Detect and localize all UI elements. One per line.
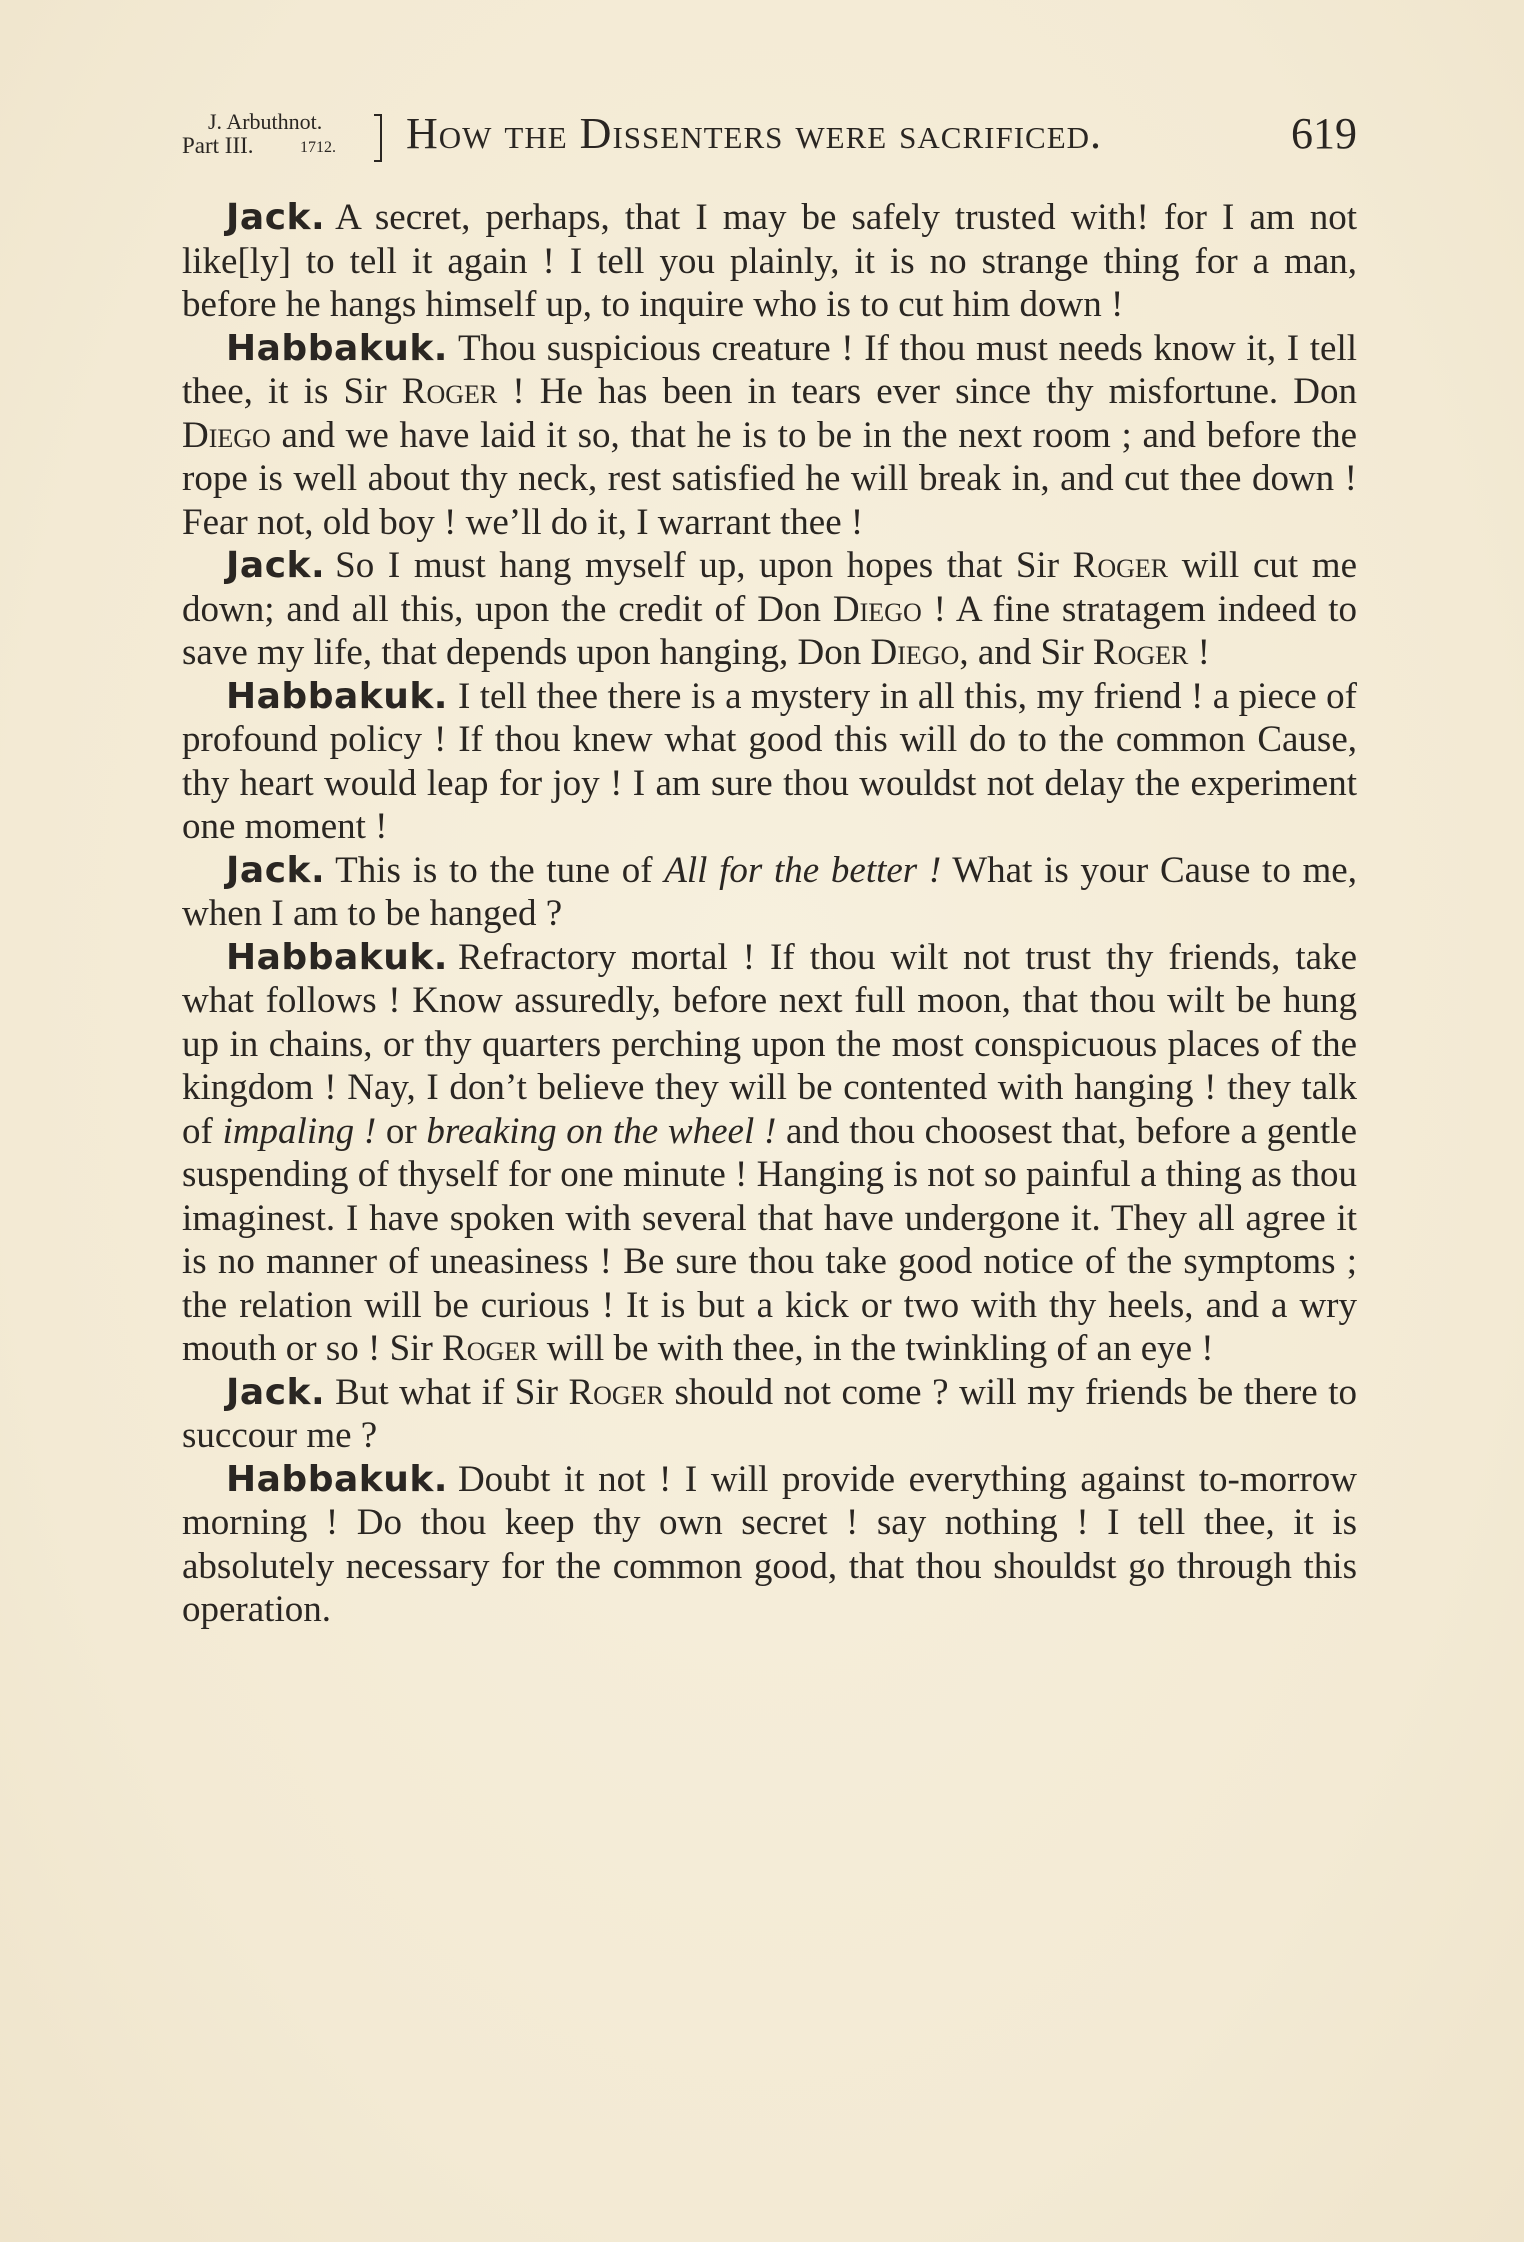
speaker-name: Habbakuk. — [226, 936, 448, 978]
speech-paragraph — [182, 849, 1357, 936]
speech-paragraph — [182, 327, 1357, 545]
small-caps-name: Roger — [1092, 632, 1189, 673]
speech-text: But what if Sir — [335, 1371, 569, 1413]
speech-text: Doubt it not ! I will provide everything against to-morrow morning ! Do thou keep thy own secret ! say nothing ! I tell thee, it is absolutely necessary for the common good, that thou shouldst go through this operation. — [182, 1458, 1357, 1630]
attribution-block — [182, 108, 392, 164]
speaker-name: Jack. — [226, 545, 326, 586]
running-head — [182, 104, 1357, 174]
speech-paragraph — [182, 544, 1357, 675]
page-number: 619 — [1291, 109, 1357, 158]
speech-paragraph — [182, 1458, 1357, 1632]
running-head-title: How the Dissenters were sacrificed. — [406, 109, 1103, 158]
italic-phrase: impaling ! — [222, 1110, 377, 1152]
small-caps-name: Roger — [442, 1328, 538, 1369]
small-caps-name: Roger — [401, 371, 498, 412]
attribution-year: 1712. — [300, 139, 336, 156]
italic-phrase: breaking on the wheel ! — [426, 1110, 777, 1152]
speech-text: I tell thee there is a mystery in all this, my friend ! a piece of profound policy ! If thou knew what good this will do to the common Cause, thy heart would leap for joy ! I am sure thou wouldst not delay the experiment one moment ! — [182, 675, 1357, 847]
speech-text: should not come ? will my friends be there to succour me ? — [182, 1371, 1357, 1456]
speech-text: What is your Cause to me, when I am to be hanged ? — [182, 849, 1357, 934]
small-caps-name: Roger — [1072, 545, 1169, 586]
speech-text: ! A fine stratagem indeed to save my life, that depends upon hanging, Don — [182, 588, 1357, 673]
speech-text: will cut me down; and all this, upon the credit of Don — [182, 545, 1357, 630]
speech-text: So I must hang myself up, upon hopes that Sir — [335, 545, 1073, 586]
speech-paragraph — [182, 196, 1357, 327]
speech-paragraph — [182, 936, 1357, 1371]
speech-text: ! He has been in tears ever since thy misfortune. Don — [497, 371, 1358, 412]
speech-text: and thou choosest that, before a gentle suspending of thyself for one minute ! Hanging is not so painful a thing as thou imaginest. I have spoken with several that have undergone it. They all agree it is no manner of uneasiness ! Be sure thou take good notice of the symptoms ; the relation will be curious ! It is but a kick or two with thy heels, and a wry mouth or so ! Sir — [182, 1110, 1357, 1369]
speech-text: will be with thee, in the twinkling of an eye ! — [537, 1328, 1214, 1369]
speech-paragraph — [182, 1371, 1357, 1458]
speech-text: This is to the tune of — [335, 849, 665, 891]
speech-text: or — [376, 1110, 427, 1152]
speech-text: ! — [1188, 632, 1210, 673]
speech-text: A secret, perhaps, that I may be safely trusted with! for I am not like[ly] to tell it again ! I tell you plainly, it is no strange thing for a man, before he hangs himself up, to inquire who is to cut him down ! — [182, 197, 1357, 325]
small-caps-name: Diego — [870, 632, 960, 673]
speaker-name: Jack. — [226, 849, 326, 891]
speaker-name: Habbakuk. — [226, 1458, 448, 1500]
speech-text: Thou suspicious creature ! If thou must needs know it, I tell thee, it is Sir — [182, 327, 1357, 412]
small-caps-name: Diego — [182, 414, 271, 456]
speech-paragraph — [182, 675, 1357, 849]
small-caps-name: Diego — [832, 588, 922, 630]
speaker-name: Habbakuk. — [226, 675, 448, 717]
attribution-bracket — [374, 114, 382, 162]
speech-text: and we have laid it so, that he is to be in the next room ; and before the rope is well about thy neck, rest satisfied he will break in, and cut thee down ! Fear not, old boy ! we’ll do it, I warrant thee ! — [182, 414, 1357, 543]
dialogue-text — [182, 196, 1357, 1632]
attribution-part: Part III. — [182, 133, 254, 158]
speech-text: Refractory mortal ! If thou wilt not trust thy friends, take what follows ! Know assuredly, before next full moon, that thou wilt be hung up in chains, or thy quarters perching upon the most conspicuous places of the kingdom ! Nay, I don’t believe they will be contented with hanging ! they talk of — [182, 936, 1357, 1152]
speaker-name: Jack. — [226, 1371, 326, 1413]
speech-text: , and Sir — [959, 632, 1093, 673]
italic-phrase: All for the better ! — [664, 849, 942, 891]
small-caps-name: Roger — [568, 1371, 664, 1413]
attribution-author: J. Arbuthnot. — [208, 109, 323, 134]
speaker-name: Habbakuk. — [226, 327, 448, 369]
speaker-name: Jack. — [226, 197, 326, 238]
